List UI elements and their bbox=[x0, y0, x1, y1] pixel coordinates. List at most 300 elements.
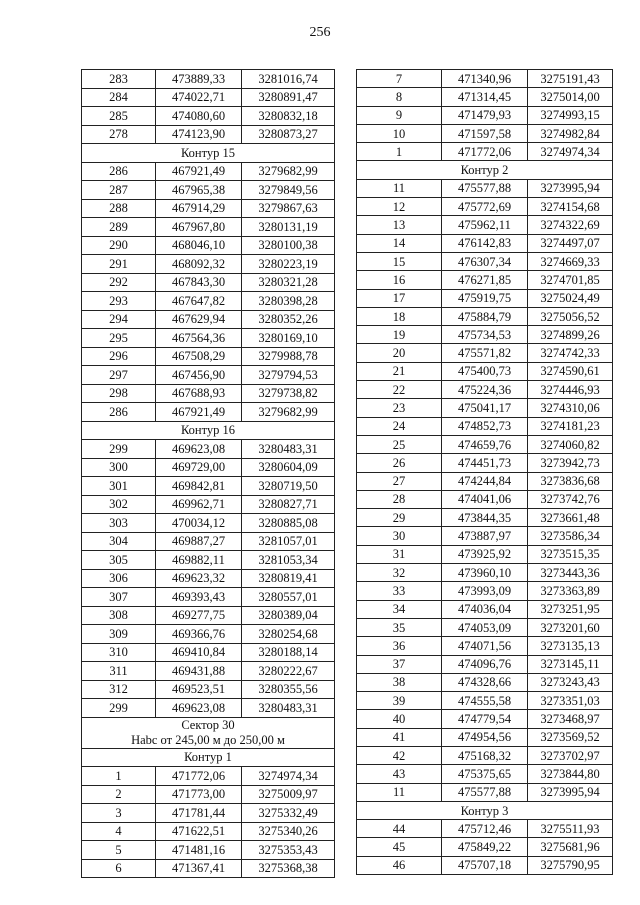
y-coordinate-cell: 3279988,78 bbox=[242, 347, 335, 366]
x-coordinate-cell: 475571,82 bbox=[442, 344, 528, 362]
point-number-cell: 29 bbox=[357, 509, 442, 527]
y-coordinate-cell: 3280188,14 bbox=[242, 643, 335, 662]
table-row bbox=[357, 710, 613, 728]
table-row bbox=[357, 820, 613, 838]
point-number-cell: 11 bbox=[357, 179, 442, 197]
x-coordinate-cell: 468092,32 bbox=[156, 255, 242, 274]
x-coordinate-cell: 476142,83 bbox=[442, 234, 528, 252]
x-coordinate-cell: 475849,22 bbox=[442, 838, 528, 856]
table-row bbox=[82, 551, 335, 570]
point-number-cell: 45 bbox=[357, 838, 442, 856]
x-coordinate-cell: 474071,56 bbox=[442, 637, 528, 655]
y-coordinate-cell: 3280604,09 bbox=[242, 458, 335, 477]
x-coordinate-cell: 474451,73 bbox=[442, 454, 528, 472]
point-number-cell: 290 bbox=[82, 236, 156, 255]
table-row bbox=[357, 600, 613, 618]
y-coordinate-cell: 3273468,97 bbox=[528, 710, 613, 728]
point-number-cell: 288 bbox=[82, 199, 156, 218]
sector-header bbox=[82, 717, 335, 748]
point-number-cell: 278 bbox=[82, 125, 156, 144]
point-number-cell: 286 bbox=[82, 403, 156, 422]
x-coordinate-cell: 467965,38 bbox=[156, 181, 242, 200]
table-row bbox=[82, 255, 335, 274]
x-coordinate-cell: 475772,69 bbox=[442, 198, 528, 216]
y-coordinate-cell: 3280352,26 bbox=[242, 310, 335, 329]
point-number-cell: 294 bbox=[82, 310, 156, 329]
y-coordinate-cell: 3273443,36 bbox=[528, 564, 613, 582]
x-coordinate-cell: 475400,73 bbox=[442, 362, 528, 380]
point-number-cell: 292 bbox=[82, 273, 156, 292]
table-row bbox=[357, 783, 613, 801]
table-row bbox=[357, 435, 613, 453]
x-coordinate-cell: 473993,09 bbox=[442, 582, 528, 600]
x-coordinate-cell: 471481,16 bbox=[156, 841, 242, 860]
y-coordinate-cell: 3274974,34 bbox=[528, 143, 613, 161]
x-coordinate-cell: 469842,81 bbox=[156, 477, 242, 496]
x-coordinate-cell: 475224,36 bbox=[442, 381, 528, 399]
y-coordinate-cell: 3274993,15 bbox=[528, 106, 613, 124]
y-coordinate-cell: 3273844,80 bbox=[528, 765, 613, 783]
y-coordinate-cell: 3274154,68 bbox=[528, 198, 613, 216]
point-number-cell: 40 bbox=[357, 710, 442, 728]
point-number-cell: 6 bbox=[82, 859, 156, 878]
x-coordinate-cell: 474036,04 bbox=[442, 600, 528, 618]
x-coordinate-cell: 467967,80 bbox=[156, 218, 242, 237]
table-row bbox=[357, 856, 613, 874]
table-row bbox=[82, 329, 335, 348]
table-row bbox=[82, 477, 335, 496]
point-number-cell: 30 bbox=[357, 527, 442, 545]
y-coordinate-cell: 3280483,31 bbox=[242, 440, 335, 459]
page-number: 256 bbox=[309, 25, 331, 40]
y-coordinate-cell: 3274701,85 bbox=[528, 271, 613, 289]
y-coordinate-cell: 3273135,13 bbox=[528, 637, 613, 655]
y-coordinate-cell: 3280873,27 bbox=[242, 125, 335, 144]
table-row bbox=[357, 326, 613, 344]
x-coordinate-cell: 469729,00 bbox=[156, 458, 242, 477]
x-coordinate-cell: 473925,92 bbox=[442, 545, 528, 563]
point-number-cell: 37 bbox=[357, 655, 442, 673]
table-row bbox=[82, 218, 335, 237]
y-coordinate-cell: 3280891,47 bbox=[242, 88, 335, 107]
point-number-cell: 1 bbox=[357, 143, 442, 161]
contour-header: Контур 16 bbox=[82, 421, 335, 440]
point-number-cell: 8 bbox=[357, 88, 442, 106]
x-coordinate-cell: 467921,49 bbox=[156, 162, 242, 181]
table-row bbox=[82, 699, 335, 718]
point-number-cell: 10 bbox=[357, 124, 442, 142]
coordinates-table-left bbox=[81, 69, 335, 878]
y-coordinate-cell: 3280131,19 bbox=[242, 218, 335, 237]
point-number-cell: 16 bbox=[357, 271, 442, 289]
table-row bbox=[82, 181, 335, 200]
contour-header-row bbox=[82, 748, 335, 767]
point-number-cell: 27 bbox=[357, 472, 442, 490]
point-number-cell: 312 bbox=[82, 680, 156, 699]
point-number-cell: 28 bbox=[357, 490, 442, 508]
y-coordinate-cell: 3279682,99 bbox=[242, 162, 335, 181]
coordinates-table-right-body bbox=[357, 70, 613, 875]
y-coordinate-cell: 3274446,93 bbox=[528, 381, 613, 399]
point-number-cell: 287 bbox=[82, 181, 156, 200]
point-number-cell: 35 bbox=[357, 618, 442, 636]
y-coordinate-cell: 3280169,10 bbox=[242, 329, 335, 348]
y-coordinate-cell: 3274322,69 bbox=[528, 216, 613, 234]
point-number-cell: 283 bbox=[82, 70, 156, 89]
y-coordinate-cell: 3280254,68 bbox=[242, 625, 335, 644]
x-coordinate-cell: 474852,73 bbox=[442, 417, 528, 435]
x-coordinate-cell: 469623,32 bbox=[156, 569, 242, 588]
y-coordinate-cell: 3274060,82 bbox=[528, 435, 613, 453]
x-coordinate-cell: 471772,06 bbox=[156, 767, 242, 786]
x-coordinate-cell: 469393,43 bbox=[156, 588, 242, 607]
point-number-cell: 19 bbox=[357, 326, 442, 344]
coordinates-table-left-body bbox=[82, 70, 335, 878]
y-coordinate-cell: 3280398,28 bbox=[242, 292, 335, 311]
point-number-cell: 305 bbox=[82, 551, 156, 570]
point-number-cell: 299 bbox=[82, 699, 156, 718]
x-coordinate-cell: 474659,76 bbox=[442, 435, 528, 453]
x-coordinate-cell: 467508,29 bbox=[156, 347, 242, 366]
table-row bbox=[357, 179, 613, 197]
point-number-cell: 289 bbox=[82, 218, 156, 237]
x-coordinate-cell: 474053,09 bbox=[442, 618, 528, 636]
x-coordinate-cell: 475577,88 bbox=[442, 783, 528, 801]
x-coordinate-cell: 467688,93 bbox=[156, 384, 242, 403]
y-coordinate-cell: 3280885,08 bbox=[242, 514, 335, 533]
point-number-cell: 7 bbox=[357, 70, 442, 88]
y-coordinate-cell: 3279867,63 bbox=[242, 199, 335, 218]
table-row bbox=[357, 765, 613, 783]
table-row bbox=[82, 680, 335, 699]
table-row bbox=[357, 564, 613, 582]
x-coordinate-cell: 469366,76 bbox=[156, 625, 242, 644]
x-coordinate-cell: 474954,56 bbox=[442, 728, 528, 746]
table-row bbox=[357, 381, 613, 399]
table-row bbox=[82, 569, 335, 588]
x-coordinate-cell: 467629,94 bbox=[156, 310, 242, 329]
table-row bbox=[82, 662, 335, 681]
y-coordinate-cell: 3280557,01 bbox=[242, 588, 335, 607]
y-coordinate-cell: 3281016,74 bbox=[242, 70, 335, 89]
table-row bbox=[357, 234, 613, 252]
point-number-cell: 302 bbox=[82, 495, 156, 514]
point-number-cell: 26 bbox=[357, 454, 442, 472]
point-number-cell: 44 bbox=[357, 820, 442, 838]
x-coordinate-cell: 469523,51 bbox=[156, 680, 242, 699]
y-coordinate-cell: 3280223,19 bbox=[242, 255, 335, 274]
contour-header: Контур 1 bbox=[82, 748, 335, 767]
x-coordinate-cell: 473844,35 bbox=[442, 509, 528, 527]
y-coordinate-cell: 3273836,68 bbox=[528, 472, 613, 490]
contour-header-row bbox=[82, 421, 335, 440]
table-row bbox=[357, 618, 613, 636]
x-coordinate-cell: 471479,93 bbox=[442, 106, 528, 124]
table-row bbox=[357, 307, 613, 325]
point-number-cell: 42 bbox=[357, 746, 442, 764]
point-number-cell: 303 bbox=[82, 514, 156, 533]
y-coordinate-cell: 3274497,07 bbox=[528, 234, 613, 252]
point-number-cell: 299 bbox=[82, 440, 156, 459]
x-coordinate-cell: 471367,41 bbox=[156, 859, 242, 878]
table-row bbox=[82, 310, 335, 329]
y-coordinate-cell: 3275009,97 bbox=[242, 785, 335, 804]
table-row bbox=[357, 216, 613, 234]
y-coordinate-cell: 3274742,33 bbox=[528, 344, 613, 362]
table-row bbox=[357, 252, 613, 270]
point-number-cell: 25 bbox=[357, 435, 442, 453]
y-coordinate-cell: 3273742,76 bbox=[528, 490, 613, 508]
y-coordinate-cell: 3275332,49 bbox=[242, 804, 335, 823]
y-coordinate-cell: 3275056,52 bbox=[528, 307, 613, 325]
x-coordinate-cell: 469882,11 bbox=[156, 551, 242, 570]
table-row bbox=[82, 292, 335, 311]
y-coordinate-cell: 3273145,11 bbox=[528, 655, 613, 673]
y-coordinate-cell: 3279849,56 bbox=[242, 181, 335, 200]
x-coordinate-cell: 470034,12 bbox=[156, 514, 242, 533]
table-row bbox=[357, 545, 613, 563]
sector-title: Сектор 30 bbox=[181, 717, 235, 732]
x-coordinate-cell: 471597,58 bbox=[442, 124, 528, 142]
y-coordinate-cell: 3273351,03 bbox=[528, 692, 613, 710]
x-coordinate-cell: 469410,84 bbox=[156, 643, 242, 662]
table-row bbox=[82, 162, 335, 181]
x-coordinate-cell: 476307,34 bbox=[442, 252, 528, 270]
y-coordinate-cell: 3275353,43 bbox=[242, 841, 335, 860]
x-coordinate-cell: 467647,82 bbox=[156, 292, 242, 311]
y-coordinate-cell: 3280819,41 bbox=[242, 569, 335, 588]
y-coordinate-cell: 3274899,26 bbox=[528, 326, 613, 344]
table-row bbox=[357, 472, 613, 490]
x-coordinate-cell: 475884,79 bbox=[442, 307, 528, 325]
y-coordinate-cell: 3280389,04 bbox=[242, 606, 335, 625]
table-row bbox=[357, 838, 613, 856]
contour-header: Контур 15 bbox=[82, 144, 335, 163]
point-number-cell: 296 bbox=[82, 347, 156, 366]
x-coordinate-cell: 474041,06 bbox=[442, 490, 528, 508]
point-number-cell: 3 bbox=[82, 804, 156, 823]
point-number-cell: 295 bbox=[82, 329, 156, 348]
table-row bbox=[82, 273, 335, 292]
table-row bbox=[82, 458, 335, 477]
table-row bbox=[82, 403, 335, 422]
point-number-cell: 12 bbox=[357, 198, 442, 216]
table-row bbox=[82, 107, 335, 126]
table-row bbox=[357, 88, 613, 106]
x-coordinate-cell: 469277,75 bbox=[156, 606, 242, 625]
x-coordinate-cell: 474244,84 bbox=[442, 472, 528, 490]
table-row bbox=[82, 236, 335, 255]
x-coordinate-cell: 475919,75 bbox=[442, 289, 528, 307]
point-number-cell: 307 bbox=[82, 588, 156, 607]
x-coordinate-cell: 471622,51 bbox=[156, 822, 242, 841]
table-row bbox=[357, 362, 613, 380]
y-coordinate-cell: 3280355,56 bbox=[242, 680, 335, 699]
table-row bbox=[82, 625, 335, 644]
table-row bbox=[82, 785, 335, 804]
table-row bbox=[357, 454, 613, 472]
point-number-cell: 293 bbox=[82, 292, 156, 311]
y-coordinate-cell: 3280483,31 bbox=[242, 699, 335, 718]
y-coordinate-cell: 3273569,52 bbox=[528, 728, 613, 746]
x-coordinate-cell: 469887,27 bbox=[156, 532, 242, 551]
y-coordinate-cell: 3275368,38 bbox=[242, 859, 335, 878]
x-coordinate-cell: 469623,08 bbox=[156, 699, 242, 718]
contour-header-row bbox=[82, 144, 335, 163]
table-row bbox=[82, 125, 335, 144]
sector-header-row bbox=[82, 717, 335, 748]
point-number-cell: 43 bbox=[357, 765, 442, 783]
table-row bbox=[82, 606, 335, 625]
point-number-cell: 304 bbox=[82, 532, 156, 551]
y-coordinate-cell: 3275014,00 bbox=[528, 88, 613, 106]
table-row bbox=[82, 366, 335, 385]
x-coordinate-cell: 469962,71 bbox=[156, 495, 242, 514]
y-coordinate-cell: 3273243,43 bbox=[528, 673, 613, 691]
point-number-cell: 5 bbox=[82, 841, 156, 860]
y-coordinate-cell: 3275511,93 bbox=[528, 820, 613, 838]
table-row bbox=[82, 532, 335, 551]
table-row bbox=[357, 344, 613, 362]
table-row bbox=[357, 728, 613, 746]
table-row bbox=[357, 637, 613, 655]
y-coordinate-cell: 3275024,49 bbox=[528, 289, 613, 307]
x-coordinate-cell: 473960,10 bbox=[442, 564, 528, 582]
coordinates-table-right bbox=[356, 69, 613, 875]
point-number-cell: 14 bbox=[357, 234, 442, 252]
x-coordinate-cell: 475707,18 bbox=[442, 856, 528, 874]
x-coordinate-cell: 469623,08 bbox=[156, 440, 242, 459]
point-number-cell: 11 bbox=[357, 783, 442, 801]
point-number-cell: 21 bbox=[357, 362, 442, 380]
sector-height-range: Нabс от 245,00 м до 250,00 м bbox=[131, 732, 285, 747]
y-coordinate-cell: 3273702,97 bbox=[528, 746, 613, 764]
table-row bbox=[357, 692, 613, 710]
x-coordinate-cell: 474779,54 bbox=[442, 710, 528, 728]
table-row bbox=[357, 746, 613, 764]
point-number-cell: 20 bbox=[357, 344, 442, 362]
x-coordinate-cell: 475041,17 bbox=[442, 399, 528, 417]
point-number-cell: 285 bbox=[82, 107, 156, 126]
y-coordinate-cell: 3273942,73 bbox=[528, 454, 613, 472]
point-number-cell: 38 bbox=[357, 673, 442, 691]
point-number-cell: 32 bbox=[357, 564, 442, 582]
x-coordinate-cell: 475375,65 bbox=[442, 765, 528, 783]
table-row bbox=[82, 643, 335, 662]
point-number-cell: 23 bbox=[357, 399, 442, 417]
contour-header: Контур 2 bbox=[357, 161, 613, 179]
y-coordinate-cell: 3273515,35 bbox=[528, 545, 613, 563]
y-coordinate-cell: 3273661,48 bbox=[528, 509, 613, 527]
y-coordinate-cell: 3275340,26 bbox=[242, 822, 335, 841]
point-number-cell: 308 bbox=[82, 606, 156, 625]
y-coordinate-cell: 3280321,28 bbox=[242, 273, 335, 292]
table-row bbox=[357, 143, 613, 161]
table-row bbox=[82, 384, 335, 403]
table-row bbox=[82, 841, 335, 860]
point-number-cell: 17 bbox=[357, 289, 442, 307]
x-coordinate-cell: 467843,30 bbox=[156, 273, 242, 292]
y-coordinate-cell: 3274974,34 bbox=[242, 767, 335, 786]
y-coordinate-cell: 3273995,94 bbox=[528, 783, 613, 801]
y-coordinate-cell: 3275191,43 bbox=[528, 70, 613, 88]
table-row bbox=[357, 70, 613, 88]
table-row bbox=[357, 271, 613, 289]
table-row bbox=[82, 822, 335, 841]
contour-header: Контур 3 bbox=[357, 801, 613, 819]
y-coordinate-cell: 3274982,84 bbox=[528, 124, 613, 142]
y-coordinate-cell: 3274181,23 bbox=[528, 417, 613, 435]
table-row bbox=[357, 106, 613, 124]
table-row bbox=[82, 70, 335, 89]
y-coordinate-cell: 3281057,01 bbox=[242, 532, 335, 551]
x-coordinate-cell: 474022,71 bbox=[156, 88, 242, 107]
point-number-cell: 297 bbox=[82, 366, 156, 385]
contour-header-row bbox=[357, 161, 613, 179]
x-coordinate-cell: 474328,66 bbox=[442, 673, 528, 691]
table-row bbox=[82, 859, 335, 878]
x-coordinate-cell: 475734,53 bbox=[442, 326, 528, 344]
y-coordinate-cell: 3275790,95 bbox=[528, 856, 613, 874]
y-coordinate-cell: 3274590,61 bbox=[528, 362, 613, 380]
x-coordinate-cell: 474555,58 bbox=[442, 692, 528, 710]
table-row bbox=[357, 399, 613, 417]
point-number-cell: 9 bbox=[357, 106, 442, 124]
x-coordinate-cell: 468046,10 bbox=[156, 236, 242, 255]
x-coordinate-cell: 471773,00 bbox=[156, 785, 242, 804]
point-number-cell: 306 bbox=[82, 569, 156, 588]
y-coordinate-cell: 3279738,82 bbox=[242, 384, 335, 403]
x-coordinate-cell: 469431,88 bbox=[156, 662, 242, 681]
x-coordinate-cell: 474080,60 bbox=[156, 107, 242, 126]
table-row bbox=[82, 88, 335, 107]
y-coordinate-cell: 3273363,89 bbox=[528, 582, 613, 600]
point-number-cell: 309 bbox=[82, 625, 156, 644]
table-row bbox=[82, 588, 335, 607]
x-coordinate-cell: 467456,90 bbox=[156, 366, 242, 385]
table-row bbox=[357, 655, 613, 673]
y-coordinate-cell: 3280832,18 bbox=[242, 107, 335, 126]
x-coordinate-cell: 474123,90 bbox=[156, 125, 242, 144]
x-coordinate-cell: 475168,32 bbox=[442, 746, 528, 764]
y-coordinate-cell: 3273251,95 bbox=[528, 600, 613, 618]
point-number-cell: 15 bbox=[357, 252, 442, 270]
y-coordinate-cell: 3273586,34 bbox=[528, 527, 613, 545]
point-number-cell: 284 bbox=[82, 88, 156, 107]
x-coordinate-cell: 475712,46 bbox=[442, 820, 528, 838]
y-coordinate-cell: 3274669,33 bbox=[528, 252, 613, 270]
x-coordinate-cell: 471781,44 bbox=[156, 804, 242, 823]
x-coordinate-cell: 476271,85 bbox=[442, 271, 528, 289]
table-row bbox=[357, 417, 613, 435]
point-number-cell: 33 bbox=[357, 582, 442, 600]
point-number-cell: 310 bbox=[82, 643, 156, 662]
point-number-cell: 36 bbox=[357, 637, 442, 655]
table-row bbox=[82, 804, 335, 823]
y-coordinate-cell: 3275681,96 bbox=[528, 838, 613, 856]
y-coordinate-cell: 3281053,34 bbox=[242, 551, 335, 570]
point-number-cell: 4 bbox=[82, 822, 156, 841]
point-number-cell: 301 bbox=[82, 477, 156, 496]
x-coordinate-cell: 474096,76 bbox=[442, 655, 528, 673]
table-row bbox=[357, 124, 613, 142]
y-coordinate-cell: 3280827,71 bbox=[242, 495, 335, 514]
point-number-cell: 22 bbox=[357, 381, 442, 399]
table-row bbox=[82, 347, 335, 366]
table-row bbox=[357, 198, 613, 216]
point-number-cell: 298 bbox=[82, 384, 156, 403]
y-coordinate-cell: 3280719,50 bbox=[242, 477, 335, 496]
